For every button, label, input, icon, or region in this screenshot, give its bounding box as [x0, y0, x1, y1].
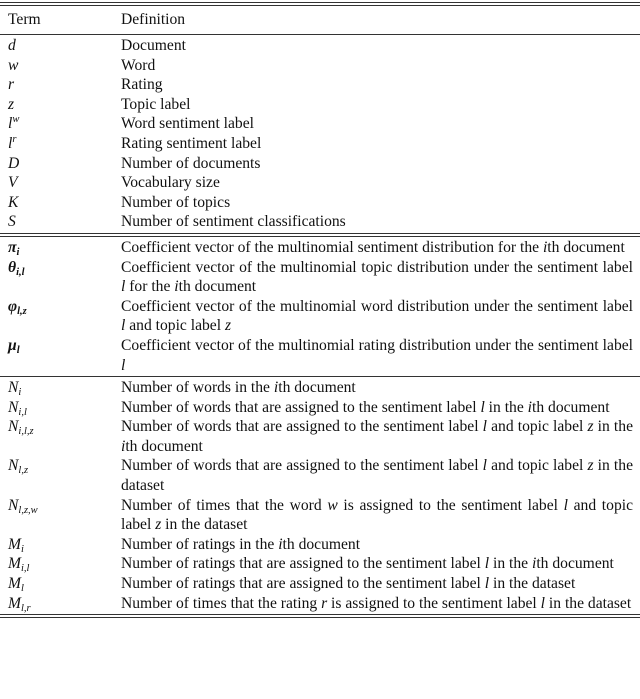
term-symbol — [0, 336, 121, 375]
math-variable: l — [121, 278, 126, 296]
table-row — [0, 212, 640, 232]
definition-text: in the — [489, 555, 532, 573]
term-definition — [121, 496, 633, 535]
term-base: M — [8, 535, 21, 553]
definition-text: th document — [536, 555, 614, 573]
term-base: N — [8, 496, 19, 514]
term-definition — [121, 574, 633, 594]
term-subscript: l — [21, 583, 24, 595]
term-symbol — [0, 594, 121, 614]
bottom-rule — [0, 614, 640, 618]
table-row — [0, 297, 640, 336]
term-symbol — [0, 56, 121, 76]
term-definition — [121, 258, 633, 297]
math-variable: l — [482, 418, 487, 436]
term-subscript: i,l — [18, 406, 27, 418]
definition-text: Number of times that the word — [121, 496, 328, 514]
definition-text: for the — [125, 278, 175, 296]
term-subscript: i,l — [16, 266, 25, 278]
term-definition — [121, 95, 633, 115]
table-header — [0, 6, 640, 34]
math-variable: i — [532, 555, 537, 573]
term-symbol — [0, 95, 121, 115]
table-body — [0, 35, 640, 614]
term-subscript: l,z,w — [18, 504, 38, 516]
term-symbol — [0, 297, 121, 336]
math-variable: l — [121, 317, 126, 335]
term-base: μ — [8, 336, 17, 354]
definition-text: and topic label — [125, 317, 225, 335]
math-variable: z — [224, 317, 232, 335]
term-symbol — [0, 554, 121, 574]
definition-text: Vocabulary size — [121, 174, 220, 192]
math-variable: l — [480, 398, 485, 416]
definition-text: Number of topics — [121, 193, 231, 211]
table-row — [0, 574, 640, 594]
term-definition — [121, 456, 633, 495]
term-symbol — [0, 36, 121, 56]
term-base: M — [8, 575, 21, 593]
table-row — [0, 378, 640, 398]
definition-text: Topic label — [121, 95, 191, 113]
definition-text: in the dataset — [545, 594, 632, 612]
definition-text: Number of words that are assigned to the sentiment label — [121, 418, 483, 436]
term-base: l — [8, 134, 13, 152]
term-base: N — [8, 379, 19, 397]
term-symbol — [0, 134, 121, 154]
definition-text: th document — [278, 379, 356, 397]
definition-text: Number of ratings that are assigned to the sentiment label — [121, 555, 485, 573]
math-variable: i — [174, 278, 179, 296]
math-variable: z — [587, 418, 594, 436]
term-definition — [121, 535, 633, 555]
math-variable: l — [121, 356, 126, 374]
definition-text: in the — [484, 398, 528, 416]
definition-text: is assigned to the sentiment label — [327, 594, 541, 612]
table-row — [0, 134, 640, 154]
definition-text: and topic label — [121, 496, 633, 534]
term-base: M — [8, 555, 21, 573]
term-definition — [121, 212, 633, 232]
term-definition — [121, 134, 633, 154]
term-symbol — [0, 193, 121, 213]
term-definition — [121, 114, 633, 134]
definition-text: Number of words that are assigned to the sentiment label — [121, 398, 481, 416]
definition-text: Number of words in the — [121, 379, 274, 397]
term-base: φ — [8, 297, 18, 315]
term-symbol — [0, 456, 121, 495]
math-variable: r — [321, 594, 328, 612]
term-base: N — [8, 457, 19, 475]
math-variable: l — [484, 575, 490, 593]
term-definition — [121, 336, 633, 375]
term-definition — [121, 193, 633, 213]
definition-text: in the — [593, 418, 633, 436]
definition-text: th document — [547, 238, 625, 256]
header-definition: Definition — [121, 11, 186, 28]
term-symbol — [0, 535, 121, 555]
table-row — [0, 496, 640, 535]
math-variable: z — [587, 457, 594, 475]
math-variable: l — [484, 555, 490, 573]
term-base: N — [8, 418, 19, 436]
term-subscript: i,l — [21, 563, 30, 575]
definition-text: Coefficient vector of the multinomial rating distribution under the sentiment label — [121, 336, 633, 354]
table-section — [0, 237, 640, 376]
term-definition — [121, 75, 633, 95]
definition-text: Rating sentiment label — [121, 134, 262, 152]
table-row — [0, 535, 640, 555]
term-base: π — [8, 238, 17, 256]
term-definition — [121, 56, 633, 76]
math-variable: l — [540, 594, 546, 612]
math-variable: i — [542, 238, 548, 256]
table-row — [0, 173, 640, 193]
header-term: Term — [8, 11, 41, 28]
math-variable: w — [327, 496, 338, 514]
table-row — [0, 456, 640, 495]
table-row — [0, 114, 640, 134]
term-symbol — [0, 378, 121, 398]
term-symbol — [0, 398, 121, 418]
term-base: r — [8, 76, 15, 94]
term-base: d — [8, 37, 16, 54]
table-row — [0, 238, 640, 258]
definition-text: Number of documents — [121, 154, 261, 172]
term-subscript: i — [18, 387, 22, 399]
term-base: w — [8, 56, 19, 74]
table-row — [0, 258, 640, 297]
term-definition — [121, 36, 633, 56]
definition-text: Number of sentiment classifications — [121, 213, 346, 231]
term-symbol — [0, 496, 121, 535]
term-supscript: r — [12, 133, 17, 145]
term-base: V — [8, 174, 18, 192]
term-definition — [121, 378, 633, 398]
term-base: M — [8, 594, 21, 612]
definition-text: th document — [125, 437, 203, 455]
table-row — [0, 554, 640, 574]
table-row — [0, 75, 640, 95]
term-supscript: w — [12, 114, 20, 126]
term-base: l — [8, 115, 13, 133]
term-subscript: l,z — [18, 465, 29, 477]
definition-text: in the dataset — [489, 575, 576, 593]
term-symbol — [0, 417, 121, 456]
table-row — [0, 594, 640, 614]
math-variable: i — [121, 437, 126, 455]
table-row — [0, 56, 640, 76]
table-section — [0, 35, 640, 233]
term-base: z — [8, 95, 15, 113]
definition-text: Number of ratings that are assigned to the sentiment label — [121, 575, 485, 593]
term-subscript: l — [16, 344, 20, 356]
definition-text: Document — [121, 37, 186, 54]
definition-text: Coefficient vector of the multinomial topic distribution under the sentiment label — [121, 258, 633, 276]
table-row — [0, 398, 640, 418]
definition-text: is assigned to the sentiment label — [337, 496, 564, 514]
term-symbol — [0, 173, 121, 193]
table-row — [0, 36, 640, 56]
term-symbol — [0, 114, 121, 134]
definition-text: Number of times that the rating — [121, 594, 322, 612]
term-base: K — [8, 193, 19, 211]
term-symbol — [0, 75, 121, 95]
term-subscript: i — [21, 543, 24, 555]
term-subscript: i — [16, 246, 20, 258]
term-symbol — [0, 574, 121, 594]
definition-text: th document — [532, 398, 610, 416]
definition-text: and topic label — [487, 457, 588, 475]
term-definition — [121, 554, 633, 574]
definition-text: Rating — [121, 76, 163, 94]
term-definition — [121, 398, 633, 418]
definition-text: Coefficient vector of the multinomial word distribution under the sentiment label — [121, 297, 633, 315]
term-definition — [121, 297, 633, 336]
term-definition — [121, 154, 633, 174]
term-base: S — [8, 213, 16, 231]
term-symbol — [0, 238, 121, 258]
term-subscript: l,z — [17, 305, 27, 317]
definition-text: Word sentiment label — [121, 115, 254, 133]
definition-text: th document — [178, 278, 257, 296]
term-base: N — [8, 398, 19, 416]
table-section — [0, 377, 640, 614]
table-row — [0, 417, 640, 456]
term-subscript: l,r — [21, 602, 31, 614]
definition-text: Number of words that are assigned to the sentiment label — [121, 457, 483, 475]
table-row — [0, 154, 640, 174]
term-base: θ — [8, 258, 17, 276]
term-definition — [121, 238, 633, 258]
definition-text: Number of ratings in the — [121, 535, 279, 553]
term-subscript: i,l,z — [18, 426, 34, 438]
table-row — [0, 336, 640, 375]
notation-table — [0, 2, 640, 618]
math-variable: i — [273, 379, 279, 397]
term-symbol — [0, 212, 121, 232]
term-base: D — [8, 154, 20, 172]
math-variable: l — [482, 457, 487, 475]
math-variable: z — [155, 516, 162, 534]
definition-text: in the dataset — [121, 457, 633, 495]
term-symbol — [0, 154, 121, 174]
table-row — [0, 193, 640, 213]
definition-text: Coefficient vector of the multinomial sentiment distribution for the — [121, 238, 543, 256]
math-variable: i — [527, 398, 533, 416]
table-row — [0, 95, 640, 115]
definition-text: and topic label — [487, 418, 588, 436]
term-definition — [121, 417, 633, 456]
definition-text: in the dataset — [161, 516, 248, 534]
math-variable: i — [278, 535, 283, 553]
term-definition — [121, 173, 633, 193]
definition-text: Word — [121, 56, 156, 74]
term-definition — [121, 594, 633, 614]
math-variable: l — [563, 496, 568, 514]
term-symbol — [0, 258, 121, 297]
definition-text: th document — [282, 535, 361, 553]
